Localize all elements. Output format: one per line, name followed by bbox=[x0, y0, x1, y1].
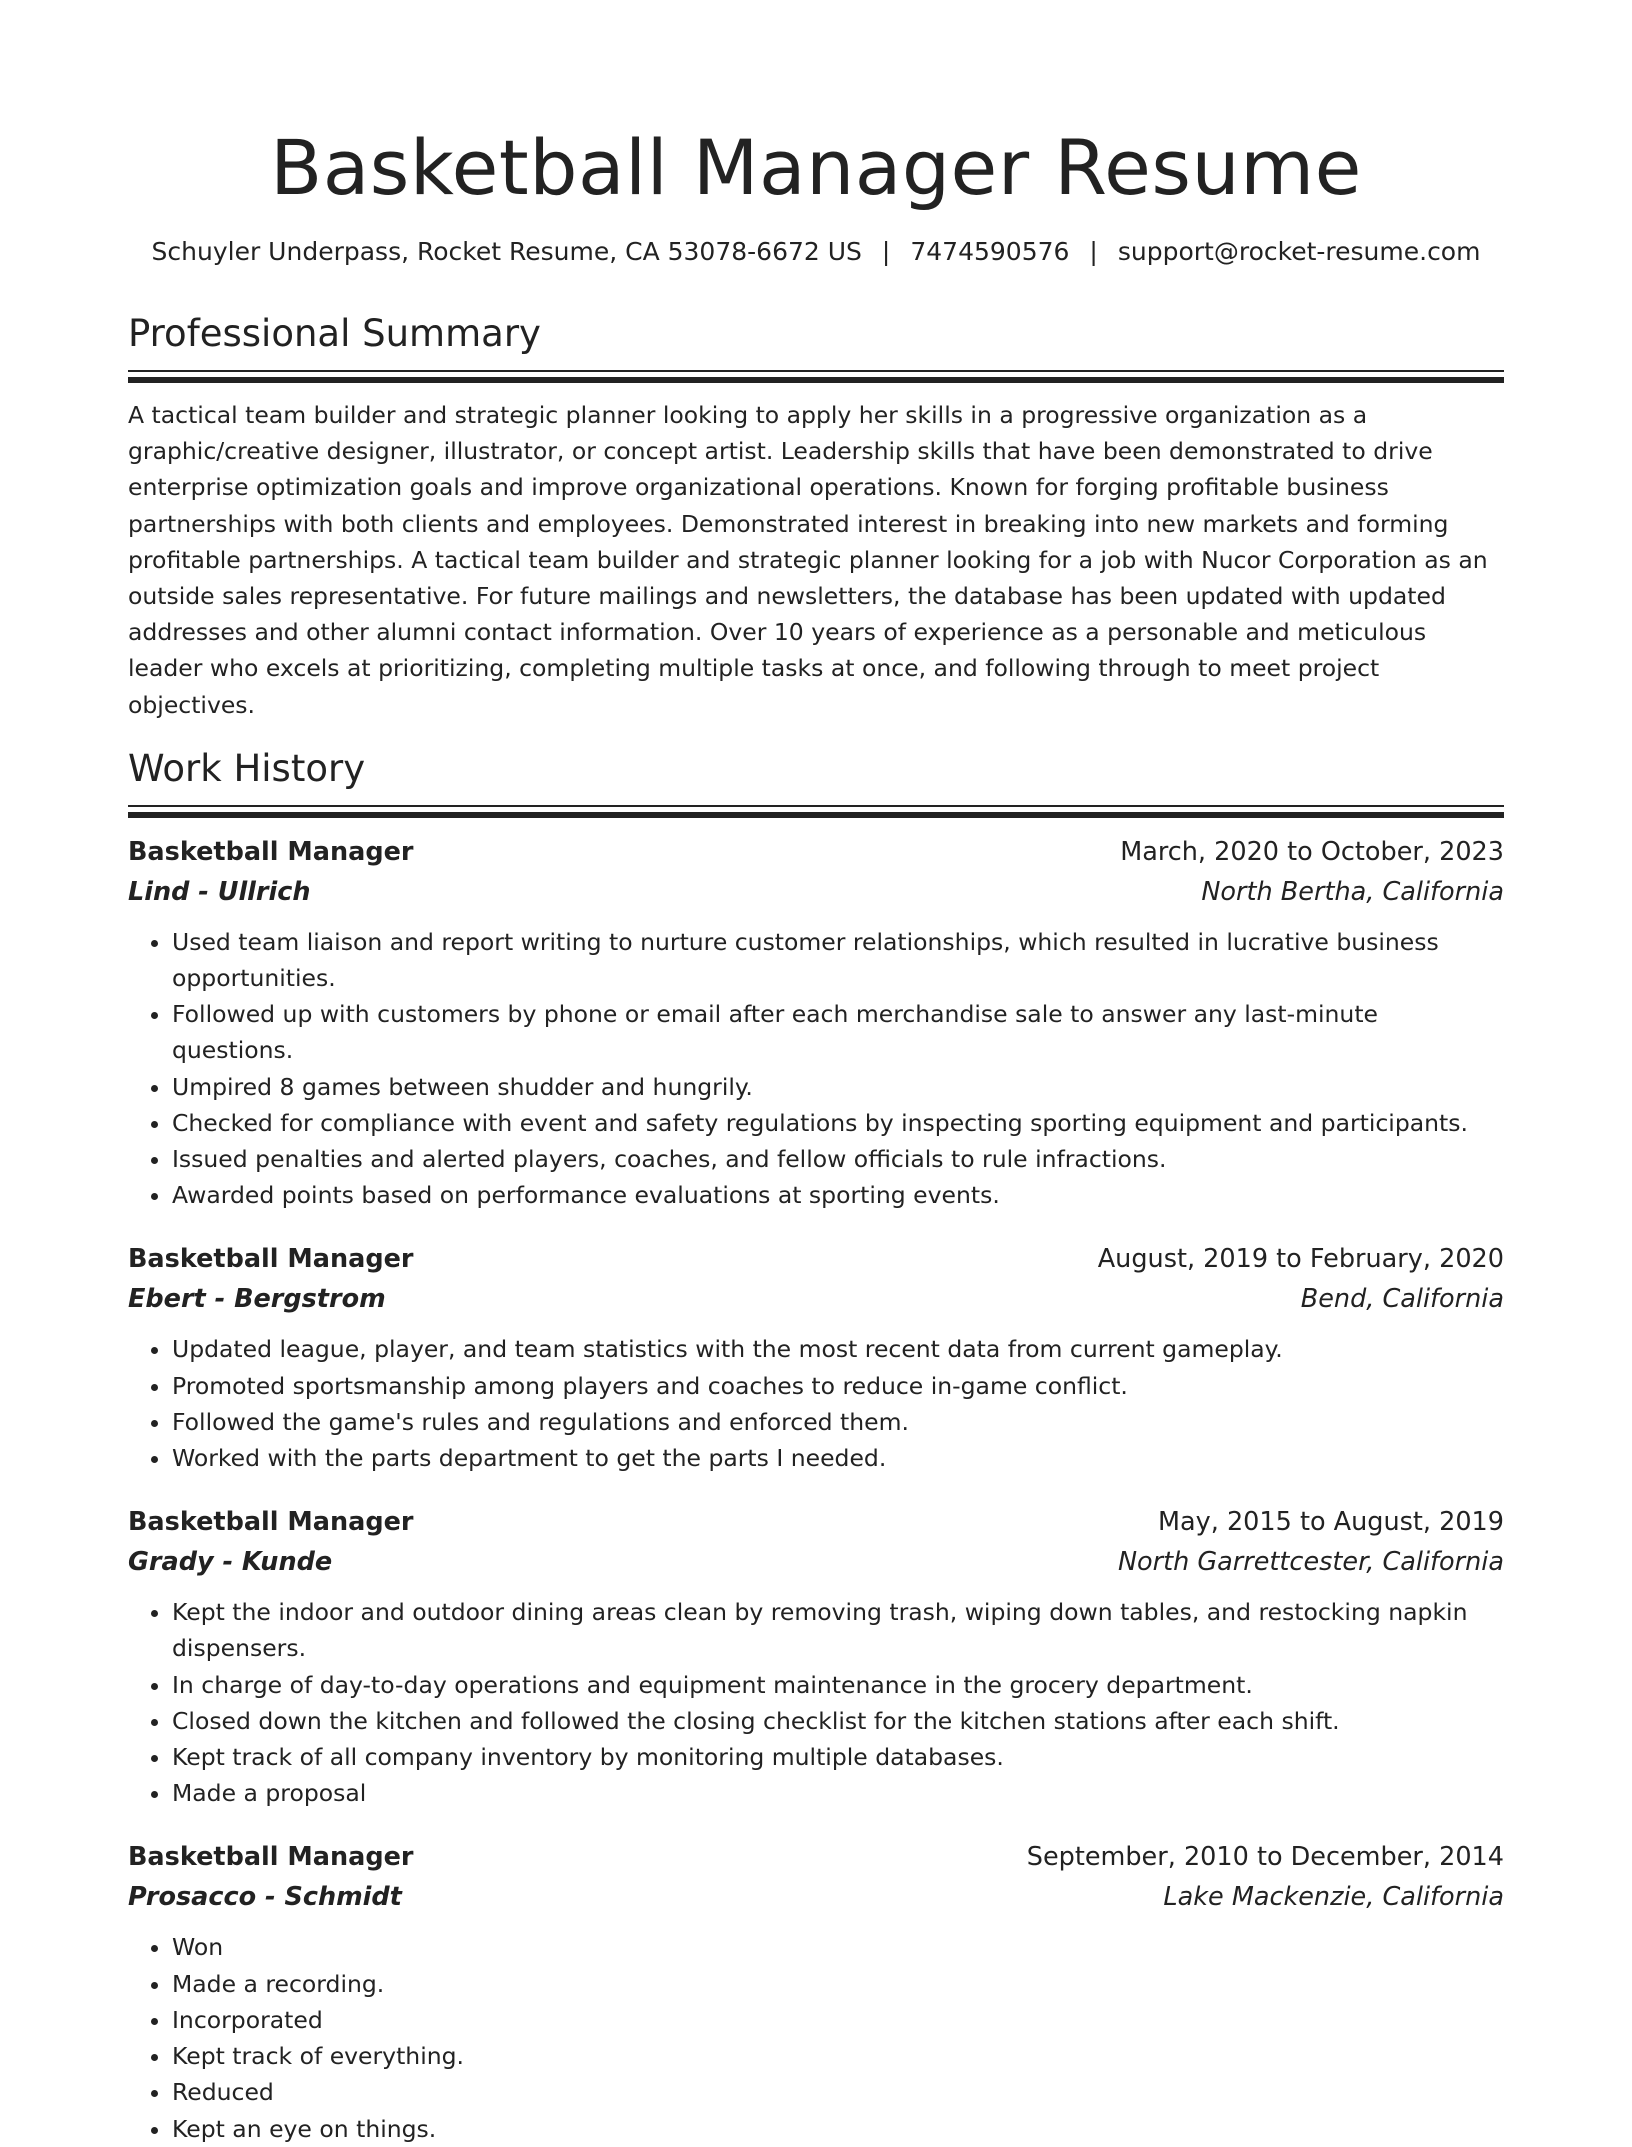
job-bullet: • Promoted sportsmanship among players and coaches to reduce in-game conflict. bbox=[172, 1368, 1504, 1404]
summary-paragraph: A tactical team builder and strategic planner looking to apply her skills in a progressive organization as a graphic/creative designer, illustrator, or concept artist. Leadership skills that have been demonstrated to drive enterprise optimization goals and improve organizational operations. Known for forging profitable business partnerships with both clients and employees. Demonstrated interest in breaking into new markets and forming profitable partnerships. A tactical team builder and strategic planner looking for a job with Nucor Corporation as an outside sales representative. For future mailings and newsletters, the database has been updated with updated addresses and other alumni contact information. Over 10 years of experience as a personable and meticulous leader who excels at prioritizing, completing multiple tasks at once, and following through to meet project objectives. bbox=[128, 401, 1488, 719]
job-title: Basketball Manager bbox=[128, 1244, 414, 1275]
job-bullet: • Umpired 8 games between shudder and hungrily. bbox=[172, 1069, 1504, 1105]
job-bullet: • Incorporated bbox=[172, 2002, 1504, 2038]
job-bullet: • Issued penalties and alerted players, coaches, and fellow officials to rule infractions. bbox=[172, 1141, 1504, 1177]
job-company: Ebert - Bergstrom bbox=[128, 1284, 386, 1315]
job-location: North Garrettcester, California bbox=[1117, 1547, 1504, 1578]
job-bullet: • Kept the indoor and outdoor dining areas clean by removing trash, wiping down tables, and restocking napkin dispensers. bbox=[172, 1594, 1504, 1666]
job-subheader-row bbox=[128, 1279, 1504, 1319]
job-dates: September, 2010 to December, 2014 bbox=[1026, 1842, 1504, 1873]
job-header-row bbox=[128, 832, 1504, 872]
job-title: Basketball Manager bbox=[128, 836, 414, 867]
job-company: Lind - Ullrich bbox=[128, 876, 311, 907]
job-bullet: • Closed down the kitchen and followed the closing checklist for the kitchen stations after each shift. bbox=[172, 1703, 1504, 1739]
job-dates: May, 2015 to August, 2019 bbox=[1158, 1507, 1504, 1538]
job-header-row bbox=[128, 1837, 1504, 1877]
job-bullet: • Updated league, player, and team statistics with the most recent data from current gameplay. bbox=[172, 1331, 1504, 1367]
job-bullets bbox=[128, 924, 1504, 1214]
job-bullet: • Worked with the parts department to get the parts I needed. bbox=[172, 1440, 1504, 1476]
job-bullet: • Awarded points based on performance evaluations at sporting events. bbox=[172, 1177, 1504, 1213]
professional-summary-section bbox=[128, 310, 1504, 723]
contact-line bbox=[128, 234, 1504, 270]
job-company: Grady - Kunde bbox=[128, 1547, 333, 1578]
job-bullet: • Kept track of everything. bbox=[172, 2038, 1504, 2074]
job-bullet: • Reduced bbox=[172, 2074, 1504, 2110]
job-entry bbox=[128, 1502, 1504, 1811]
job-bullets bbox=[128, 1929, 1504, 2146]
job-dates: August, 2019 to February, 2020 bbox=[1097, 1244, 1504, 1275]
job-bullet: • Made a proposal bbox=[172, 1775, 1504, 1811]
job-bullet: • Followed up with customers by phone or email after each merchandise sale to answer any last-minute questions. bbox=[172, 996, 1504, 1068]
section-heading-work: Work History bbox=[128, 746, 366, 790]
contact-address: Schuyler Underpass, Rocket Resume, CA 53078-6672 US bbox=[151, 237, 862, 266]
resume-title: Basketball Manager Resume bbox=[270, 123, 1362, 212]
work-history-section bbox=[128, 745, 1504, 2147]
job-location: North Bertha, California bbox=[1201, 876, 1504, 907]
job-entry bbox=[128, 832, 1504, 1214]
job-bullet: • In charge of day-to-day operations and equipment maintenance in the grocery department. bbox=[172, 1667, 1504, 1703]
contact-separator: | bbox=[1089, 237, 1098, 266]
job-bullet: • Followed the game's rules and regulations and enforced them. bbox=[172, 1404, 1504, 1440]
job-dates: March, 2020 to October, 2023 bbox=[1120, 836, 1504, 867]
job-bullet: • Kept an eye on things. bbox=[172, 2111, 1504, 2147]
job-bullets bbox=[128, 1594, 1504, 1811]
job-bullets bbox=[128, 1331, 1504, 1476]
job-subheader-row bbox=[128, 872, 1504, 912]
job-location: Bend, California bbox=[1300, 1284, 1504, 1315]
job-bullet: • Kept track of all company inventory by monitoring multiple databases. bbox=[172, 1739, 1504, 1775]
job-bullet: • Checked for compliance with event and safety regulations by inspecting sporting equipment and participants. bbox=[172, 1105, 1504, 1141]
job-bullet: • Made a recording. bbox=[172, 1966, 1504, 2002]
job-header-row bbox=[128, 1239, 1504, 1279]
contact-separator: | bbox=[881, 237, 891, 266]
job-company: Prosacco - Schmidt bbox=[128, 1882, 402, 1913]
contact-email: support@rocket-resume.com bbox=[1117, 237, 1481, 266]
job-entry bbox=[128, 1239, 1504, 1476]
job-bullet: • Used team liaison and report writing to nurture customer relationships, which resulted in lucrative business opportunities. bbox=[172, 924, 1504, 996]
job-entry bbox=[128, 1837, 1504, 2146]
section-divider bbox=[128, 370, 1504, 383]
job-title: Basketball Manager bbox=[128, 1842, 414, 1873]
section-heading-summary: Professional Summary bbox=[128, 312, 541, 355]
job-title: Basketball Manager bbox=[128, 1507, 414, 1538]
job-subheader-row bbox=[128, 1877, 1504, 1917]
job-header-row bbox=[128, 1502, 1504, 1542]
job-bullet: • Won bbox=[172, 1929, 1504, 1965]
resume-page bbox=[128, 118, 1504, 2147]
job-subheader-row bbox=[128, 1542, 1504, 1582]
section-divider bbox=[128, 805, 1504, 818]
job-location: Lake Mackenzie, California bbox=[1163, 1882, 1504, 1913]
contact-phone: 7474590576 bbox=[910, 237, 1070, 266]
